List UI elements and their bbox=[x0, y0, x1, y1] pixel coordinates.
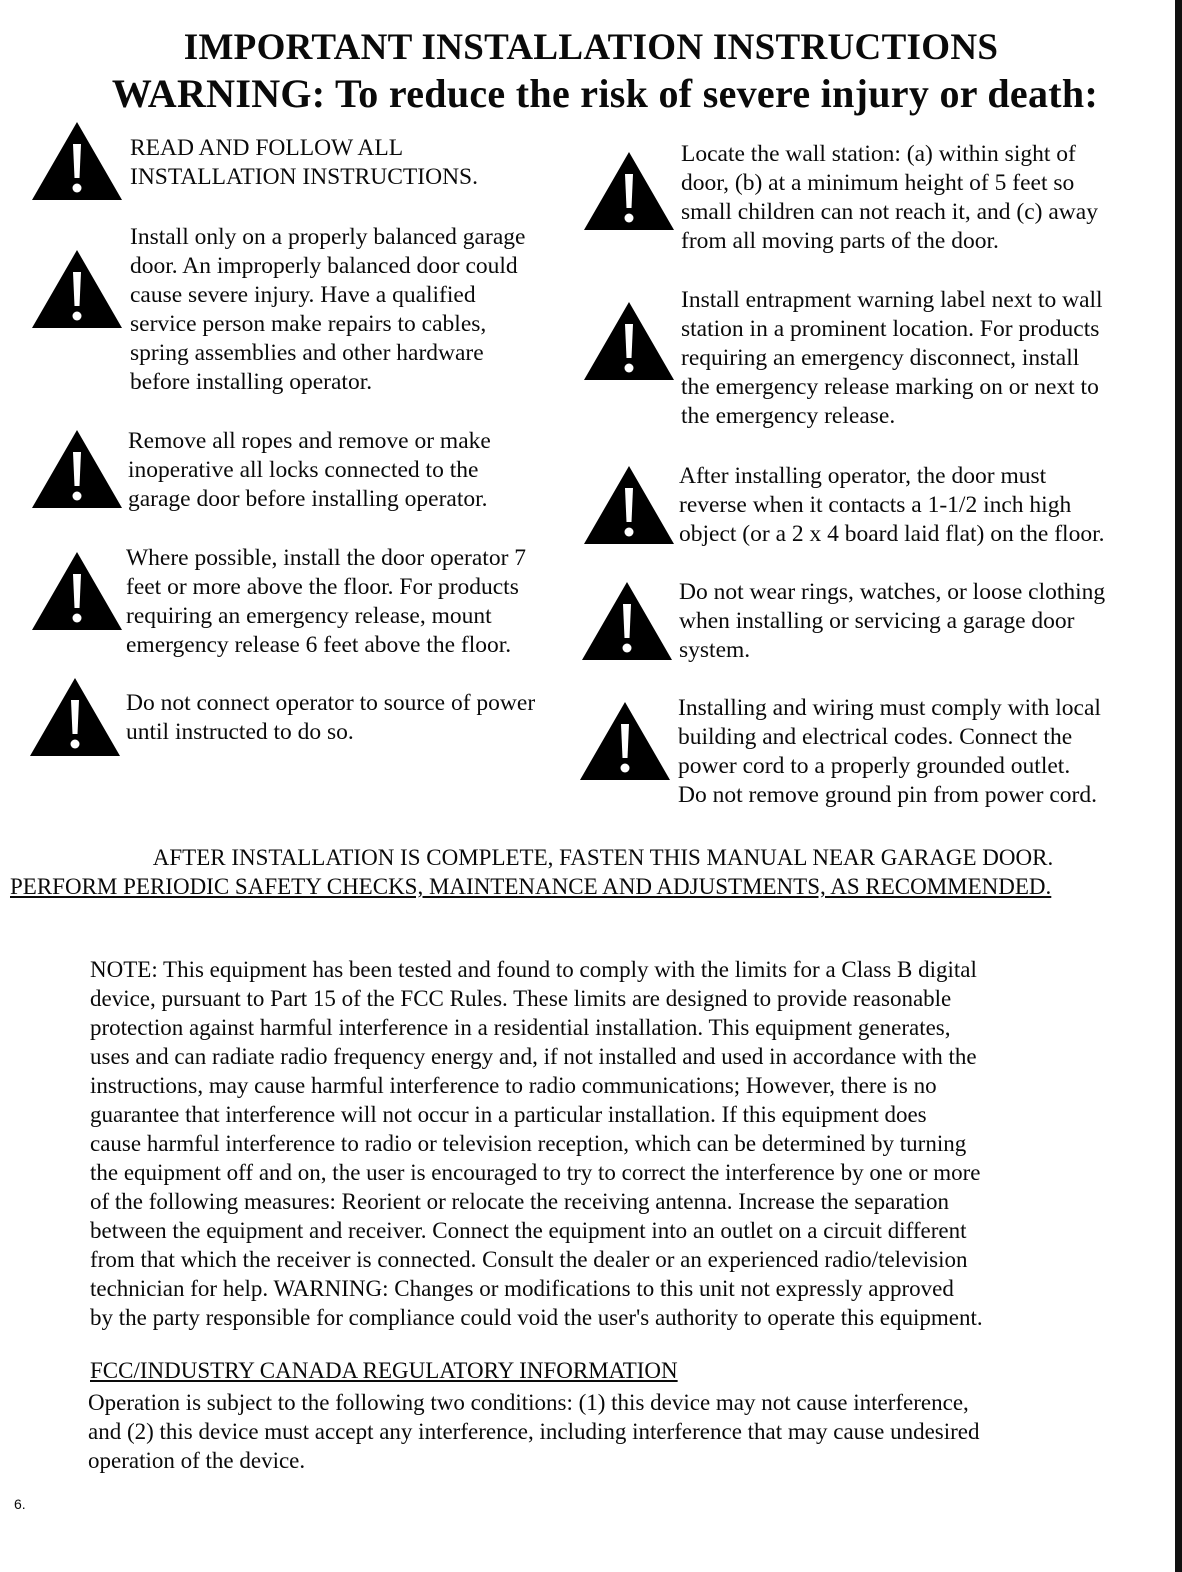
warning-triangle-icon bbox=[582, 150, 676, 232]
warning-read-instructions: READ AND FOLLOW ALL INSTALLATION INSTRUCTIONS. bbox=[130, 135, 478, 190]
page-title: IMPORTANT INSTALLATION INSTRUCTIONS bbox=[183, 27, 999, 68]
warning-wall-station: Locate the wall station: (a) within sight of door, (b) at a minimum height of 5 feet so small children can not reach it, and (c) away from all moving parts of the door. bbox=[681, 141, 1098, 254]
after-installation-notice: AFTER INSTALLATION IS COMPLETE, FASTEN THIS MANUAL NEAR GARAGE DOOR. bbox=[152, 845, 1054, 870]
page-number: 6. bbox=[14, 1496, 26, 1512]
warning-door-reverse: After installing operator, the door must reverse when it contacts a 1-1/2 inch high object (or a 2 x 4 board laid flat) on the floor. bbox=[679, 463, 1105, 547]
warning-triangle-icon bbox=[578, 700, 672, 782]
warning-wiring-codes: Installing and wiring must comply with local building and electrical codes. Connect the power cord to a properly grounded outlet. Do not remove ground pin from power cord. bbox=[678, 695, 1101, 808]
warning-mount-height: Where possible, install the door operator 7 feet or more above the floor. For products requiring an emergency release, mount emergency release 6 feet above the floor. bbox=[126, 545, 527, 658]
warning-loose-clothing: Do not wear rings, watches, or loose clothing when installing or servicing a garage door system. bbox=[679, 579, 1106, 663]
warning-triangle-icon bbox=[28, 676, 122, 758]
warning-balanced-door: Install only on a properly balanced garage door. An improperly balanced door could cause severe injury. Have a qualified service person make repairs to cables, spring assemblies and other hardware before installing operator. bbox=[130, 224, 526, 395]
page-edge-shadow bbox=[1175, 0, 1182, 1572]
periodic-safety-notice: PERFORM PERIODIC SAFETY CHECKS, MAINTENANCE AND ADJUSTMENTS, AS RECOMMENDED. bbox=[10, 874, 1052, 899]
warning-power-source: Do not connect operator to source of power until instructed to do so. bbox=[126, 690, 536, 745]
fcc-note: NOTE: This equipment has been tested and found to comply with the limits for a Class B digital device, pursuant to Part 15 of the FCC Rules. These limits are designed to provide reasonable protection against harmful interference in a residential installation. This equipment generates, uses and can radiate radio frequency energy and, if not installed and used in accordance with the instructions, may cause harmful interference to radio communications; However, there is no guarantee that interference will not occur in a particular installation. If this equipment does cause harmful interference to radio or television reception, which can be determined by turning the equipment off and on, the user is encouraged to try to correct the interference by one or more of the following measures: Reorient or relocate the receiving antenna. Increase the separation between the equipment and receiver. Connect the equipment into an outlet on a circuit different from that which the receiver is connected. Consult the dealer or an experienced radio/television technician for help. WARNING: Changes or modifications to this unit not expressly approved by the party responsible for compliance could void the user's authority to operate this equipment. bbox=[90, 957, 983, 1330]
warning-triangle-icon bbox=[580, 580, 674, 662]
fcc-regulatory-text: Operation is subject to the following two conditions: (1) this device may not cause interference, and (2) this device must accept any interference, including interference that may cause undesired operation of the device. bbox=[88, 1390, 980, 1473]
warning-triangle-icon bbox=[582, 300, 676, 382]
warning-subtitle: WARNING: To reduce the risk of severe injury or death: bbox=[111, 71, 1099, 116]
fcc-regulatory-heading: FCC/INDUSTRY CANADA REGULATORY INFORMATION bbox=[90, 1358, 678, 1383]
warning-triangle-icon bbox=[30, 248, 124, 330]
warning-triangle-icon bbox=[30, 550, 124, 632]
warning-triangle-icon bbox=[30, 428, 124, 510]
warning-triangle-icon bbox=[582, 464, 676, 546]
warning-entrapment-label: Install entrapment warning label next to wall station in a prominent location. For products requiring an emergency disconnect, install the emergency release marking on or next to the emergency release. bbox=[681, 287, 1103, 429]
warning-triangle-icon bbox=[30, 120, 124, 202]
warning-remove-ropes: Remove all ropes and remove or make inoperative all locks connected to the garage door before installing operator. bbox=[128, 428, 491, 512]
